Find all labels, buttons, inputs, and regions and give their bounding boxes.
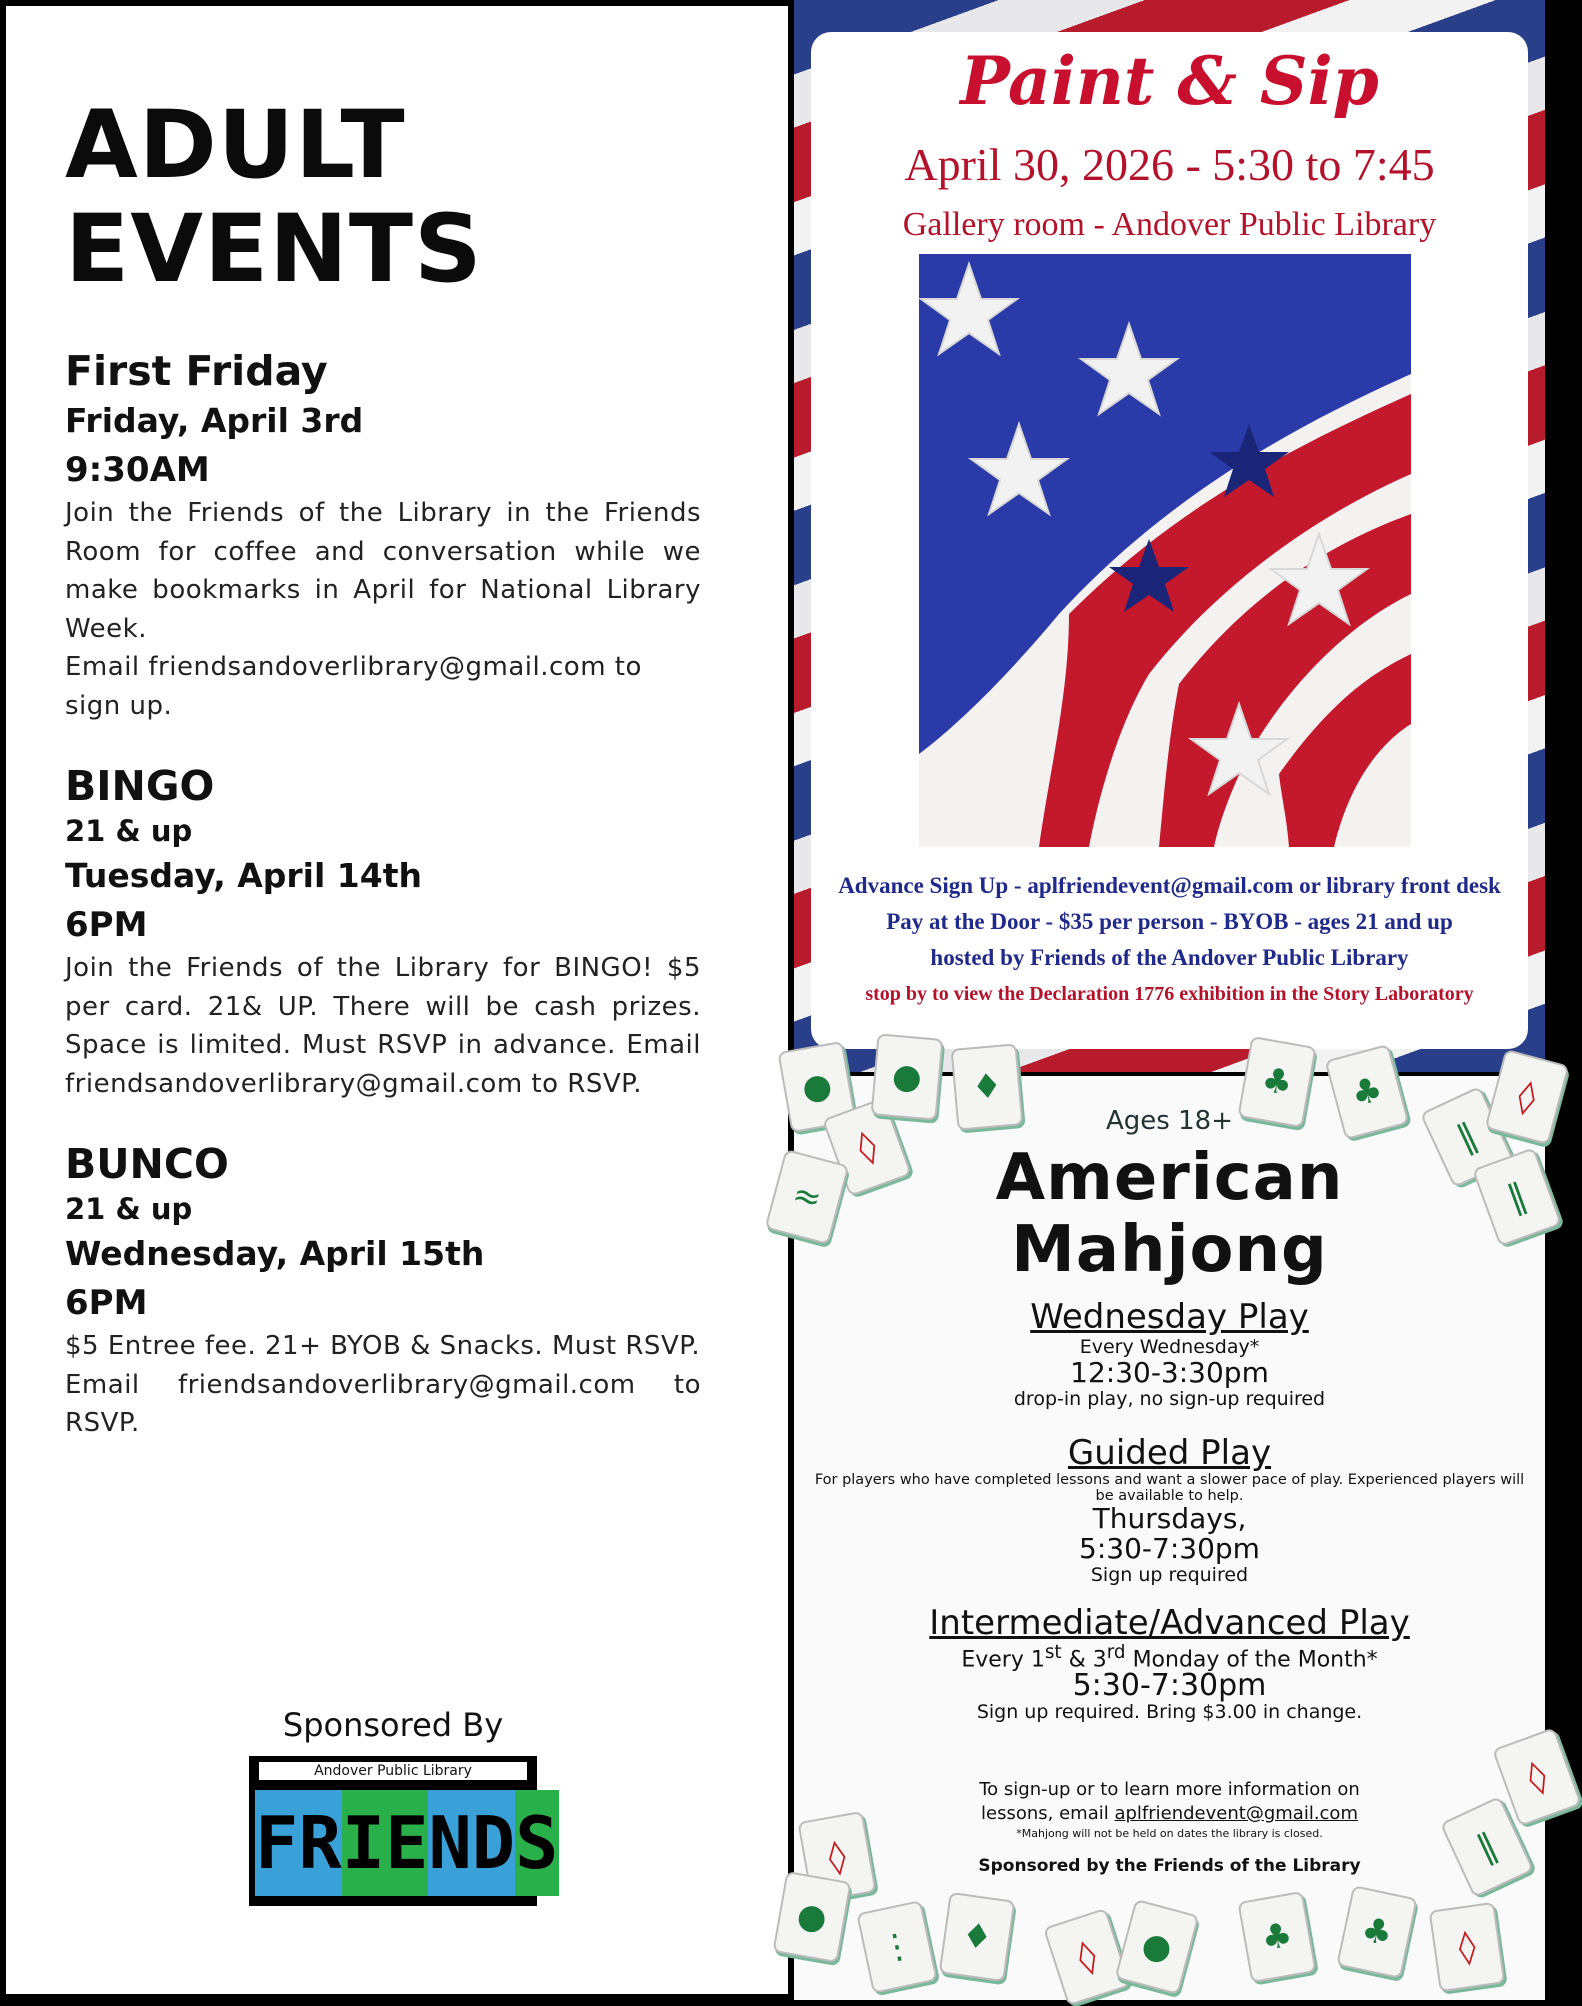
paint-sip-host: hosted by Friends of the Andover Public Library xyxy=(930,945,1409,970)
section-line: For players who have completed lessons and want a slower pace of play. Experienced players will be available to help. xyxy=(814,1472,1525,1504)
paint-sip-details xyxy=(817,868,1522,1012)
flag-painting-svg xyxy=(919,254,1411,847)
event-date: Wednesday, April 15th xyxy=(65,1234,485,1273)
logo-letter: S xyxy=(515,1790,558,1896)
event-first-friday xyxy=(65,346,701,725)
adult-events-panel xyxy=(6,6,788,1994)
event-description-text: Join the Friends of the Library in the Friends Room for coffee and conversation while we make bookmarks in April for National Library Week. xyxy=(65,498,701,644)
mahjong-tile-icon: ♦ xyxy=(951,1043,1024,1130)
footer-line xyxy=(794,1802,1545,1826)
event-name: BINGO xyxy=(65,762,215,810)
paint-sip-signup: Advance Sign Up - aplfriendevent@gmail.com or library front desk xyxy=(838,873,1501,898)
mahjong-tile-icon: ♣ xyxy=(1237,1036,1316,1128)
mahjong-tile-icon: ♣ xyxy=(1336,1885,1418,1979)
event-description-text: Join the Friends of the Library for BINGO! $5 per card. 21& UP. There will be cash prizes. Space is limited. Must RSVP in advance. Email friendsandoverlibrary@gmail.com to RSVP. xyxy=(65,953,701,1099)
section-heading: Wednesday Play xyxy=(1030,1297,1309,1337)
section-time: 5:30-7:30pm xyxy=(1079,1532,1260,1565)
event-date: Tuesday, April 14th xyxy=(65,856,422,895)
paint-sip-place: Gallery room - Andover Public Library xyxy=(902,206,1437,243)
event-bunco xyxy=(65,1139,701,1443)
logo-word xyxy=(255,1790,559,1896)
sponsor-block xyxy=(255,1706,559,1906)
section-time: 5:30-7:30pm xyxy=(1072,1668,1267,1704)
mahjong-tile-icon: ‖ xyxy=(1420,1086,1514,1188)
event-description xyxy=(65,1327,701,1443)
mahjong-tile-icon: ◊ xyxy=(1429,1902,1506,1992)
event-description-text: $5 Entree fee. 21+ BYOB & Snacks. Must RSVP. xyxy=(65,1331,701,1361)
mahjong-tile-icon: ● xyxy=(1115,1899,1200,1995)
mahjong-tile-icon: ◊ xyxy=(1485,1049,1570,1145)
logo-letter: N xyxy=(428,1790,471,1896)
flag-painting-image xyxy=(919,254,1411,847)
mahjong-tile-icon: ● xyxy=(777,1041,856,1133)
advanced-play-section xyxy=(794,1604,1545,1723)
paint-sip-card xyxy=(817,38,1522,1043)
mahjong-tile-icon: ≈ xyxy=(765,1149,850,1245)
section-line: Sign up required. Bring $3.00 in change. xyxy=(976,1701,1363,1724)
logo-letter: E xyxy=(385,1790,428,1896)
event-time: 9:30AM xyxy=(65,450,210,490)
mahjong-title xyxy=(794,1142,1545,1286)
event-time: 6PM xyxy=(65,1283,148,1323)
event-time: 6PM xyxy=(65,905,148,945)
mahjong-tile-icon: ‖ xyxy=(1472,1147,1562,1247)
logo-letter: I xyxy=(342,1790,385,1896)
mahjong-title-line1: American xyxy=(995,1141,1344,1215)
footer-line: To sign-up or to learn more information on xyxy=(979,1779,1360,1800)
mahjong-tile-icon: ♣ xyxy=(1237,1891,1316,1983)
footer-note: *Mahjong will not be held on dates the library is closed. xyxy=(1016,1827,1323,1840)
event-age: 21 & up xyxy=(65,1192,193,1226)
paint-sip-price: Pay at the Door - $35 per person - BYOB - ages 21 and up xyxy=(886,909,1453,934)
mahjong-flyer xyxy=(788,1055,1552,2000)
mahjong-tile-icon: ◊ xyxy=(1492,1727,1582,1827)
section-line: Sign up required xyxy=(1090,1564,1249,1586)
section-line: Every Wednesday* xyxy=(1079,1336,1260,1358)
section-time: 12:30-3:30pm xyxy=(1070,1356,1269,1389)
footer-text: lessons, email xyxy=(981,1803,1115,1824)
logo-letter: R xyxy=(298,1790,341,1896)
paint-sip-flyer xyxy=(794,0,1545,1072)
footer-sponsor: Sponsored by the Friends of the Library xyxy=(978,1856,1361,1876)
mahjong-tile-icon: ♦ xyxy=(939,1892,1016,1982)
paint-sip-exhibition: stop by to view the Declaration 1776 exhibition in the Story Laboratory xyxy=(865,983,1474,1005)
logo-letter: F xyxy=(255,1790,298,1896)
mahjong-footer xyxy=(794,1778,1545,1878)
paint-sip-title: Paint & Sip xyxy=(960,42,1379,120)
wednesday-play-section xyxy=(794,1298,1545,1410)
paint-sip-date: April 30, 2026 - 5:30 to 7:45 xyxy=(904,139,1435,190)
event-rsvp-text: Email friendsandoverlibrary@gmail.com to RSVP. xyxy=(65,1369,701,1438)
mahjong-tile-icon: ♣ xyxy=(1325,1044,1410,1140)
event-age: 21 & up xyxy=(65,814,193,848)
mahjong-tile-icon: ◊ xyxy=(822,1097,912,1197)
mahjong-title-line2: Mahjong xyxy=(1011,1213,1328,1287)
title-line-2: EVENTS xyxy=(65,195,483,304)
sponsor-label: Sponsored By xyxy=(282,1706,504,1744)
adv-day-text: Every 1 xyxy=(961,1647,1045,1673)
logo-letter: D xyxy=(472,1790,515,1896)
mahjong-tile-icon: ‖ xyxy=(1440,1796,1534,1898)
mahjong-tile-icon: ◊ xyxy=(797,1811,876,1903)
adv-sup: rd xyxy=(1106,1642,1126,1663)
event-date: Friday, April 3rd xyxy=(65,401,364,440)
mahjong-tile-icon: ◊ xyxy=(1043,1908,1131,2006)
section-heading: Intermediate/Advanced Play xyxy=(929,1603,1410,1643)
email-link[interactable]: aplfriendevent@gmail.com xyxy=(1114,1803,1358,1824)
event-name: First Friday xyxy=(65,347,328,395)
event-name: BUNCO xyxy=(65,1140,229,1188)
section-line: Thursdays, xyxy=(1092,1502,1247,1535)
event-description xyxy=(65,494,701,725)
event-description xyxy=(65,949,701,1103)
mahjong-tile-icon: ● xyxy=(871,1033,944,1120)
page-title xyxy=(65,91,701,304)
adv-day-text: & 3 xyxy=(1061,1647,1107,1673)
adv-day-text: Monday of the Month* xyxy=(1125,1647,1378,1673)
section-line xyxy=(794,1642,1545,1671)
friends-logo xyxy=(249,1756,559,1906)
guided-play-section xyxy=(794,1434,1545,1586)
title-line-1: ADULT xyxy=(65,91,406,200)
event-bingo xyxy=(65,761,701,1103)
adv-sup: st xyxy=(1044,1642,1062,1663)
mahjong-ages: Ages 18+ xyxy=(1106,1106,1233,1136)
section-heading: Guided Play xyxy=(1067,1433,1272,1473)
mahjong-tile-icon: ⋮ xyxy=(856,1900,938,1994)
flyers-column xyxy=(788,0,1552,2000)
logo-library-name: Andover Public Library xyxy=(259,1762,527,1780)
section-line: drop-in play, no sign-up required xyxy=(1013,1388,1326,1410)
event-signup-text: Email friendsandoverlibrary@gmail.com to sign up. xyxy=(65,652,642,721)
mahjong-tile-icon: ● xyxy=(772,1871,851,1963)
